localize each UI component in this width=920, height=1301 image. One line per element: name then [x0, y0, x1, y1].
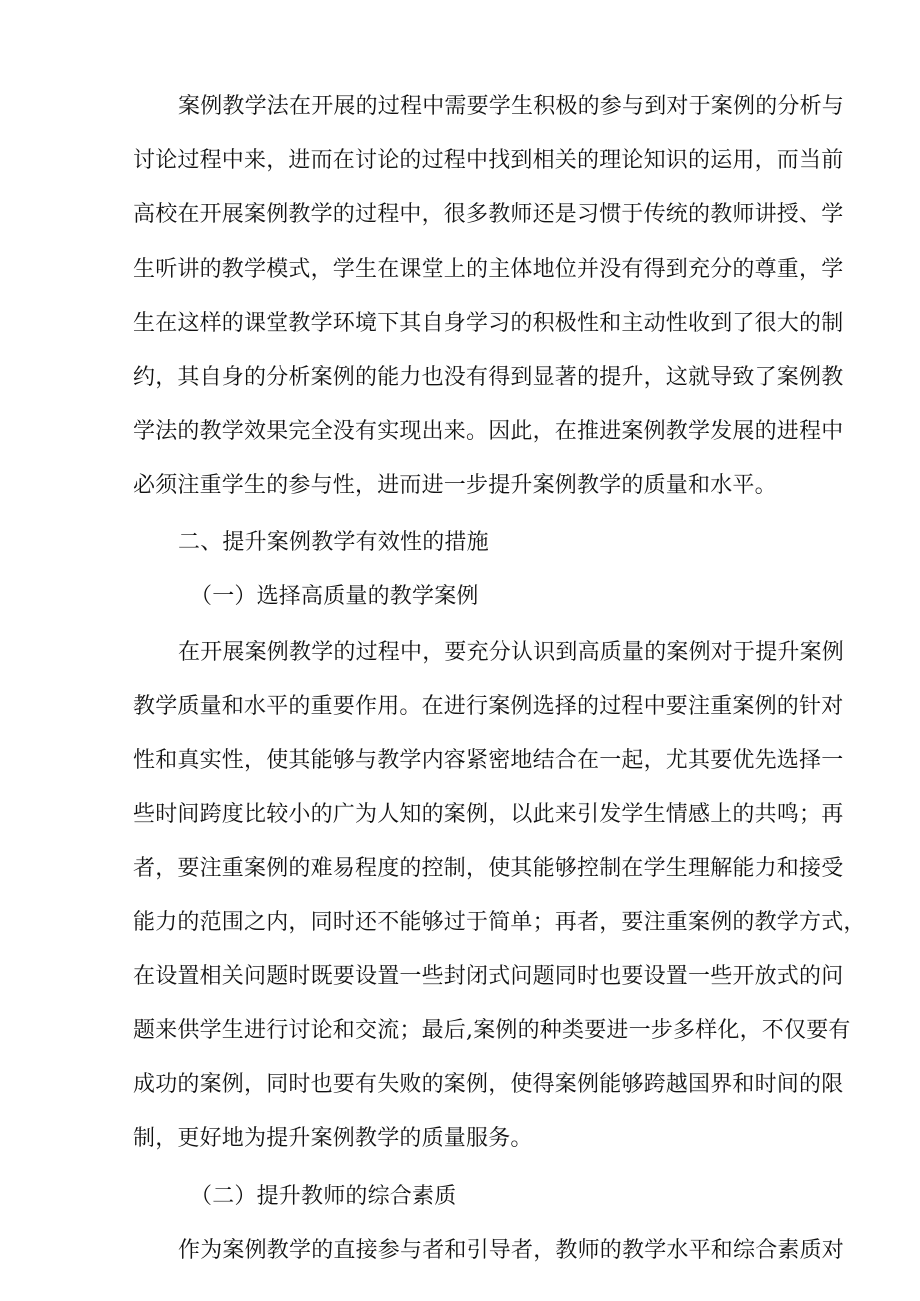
para2-line-1: 在开展案例教学的过程中，要充分认识到高质量的案例对于提升案例 — [178, 640, 845, 665]
para1-line-6: 约，其自身的分析案例的能力也没有得到显著的提升，这就导致了案例教 — [133, 365, 844, 390]
para2-line-10: 制，更好地为提升案例教学的质量服务。 — [133, 1126, 533, 1151]
para1-line-3: 高校在开展案例教学的过程中，很多教师还是习惯于传统的教师讲授、学 — [133, 202, 844, 227]
para3-line-1: 作为案例教学的直接参与者和引导者，教师的教学水平和综合素质对 — [178, 1238, 845, 1263]
para2-line-9: 成功的案例，同时也要有失败的案例，使得案例能够跨越国界和时间的限 — [133, 1072, 844, 1097]
para2-line-3: 性和真实性，使其能够与教学内容紧密地结合在一起，尤其要优先选择一 — [133, 748, 844, 773]
para1-line-1: 案例教学法在开展的过程中需要学生积极的参与到对于案例的分析与 — [178, 94, 845, 119]
para2-line-8: 题来供学生进行讨论和交流；最后,案例的种类要进一步多样化，不仅要有 — [133, 1018, 851, 1043]
para2-line-2: 教学质量和水平的重要作用。在进行案例选择的过程中要注重案例的针对 — [133, 694, 844, 719]
para2-line-7: 在设置相关问题时既要设置一些封闭式问题同时也要设置一些开放式的问 — [133, 964, 844, 989]
para1-line-2: 讨论过程中来，进而在讨论的过程中找到相关的理论知识的运用，而当前 — [133, 148, 844, 173]
para1-line-5: 生在这样的课堂教学环境下其自身学习的积极性和主动性收到了很大的制 — [133, 311, 844, 336]
para2-line-5: 者，要注重案例的难易程度的控制，使其能够控制在学生理解能力和接受 — [133, 856, 844, 881]
subsection-heading-1: （一）选择高质量的教学案例 — [190, 584, 479, 609]
para1-line-7: 学法的教学效果完全没有实现出来。因此，在推进案例教学发展的进程中 — [133, 419, 844, 444]
para1-line-4: 生听讲的教学模式，学生在课堂上的主体地位并没有得到充分的尊重，学 — [133, 257, 844, 282]
section-heading: 二、提升案例教学有效性的措施 — [178, 530, 489, 555]
para1-line-8: 必须注重学生的参与性，进而进一步提升案例教学的质量和水平。 — [133, 473, 777, 498]
subsection-heading-2: （二）提升教师的综合素质 — [190, 1184, 457, 1209]
para2-line-4: 些时间跨度比较小的广为人知的案例，以此来引发学生情感上的共鸣；再 — [133, 802, 844, 827]
para2-line-6: 能力的范围之内，同时还不能够过于简单；再者，要注重案例的教学方式， — [133, 910, 866, 935]
